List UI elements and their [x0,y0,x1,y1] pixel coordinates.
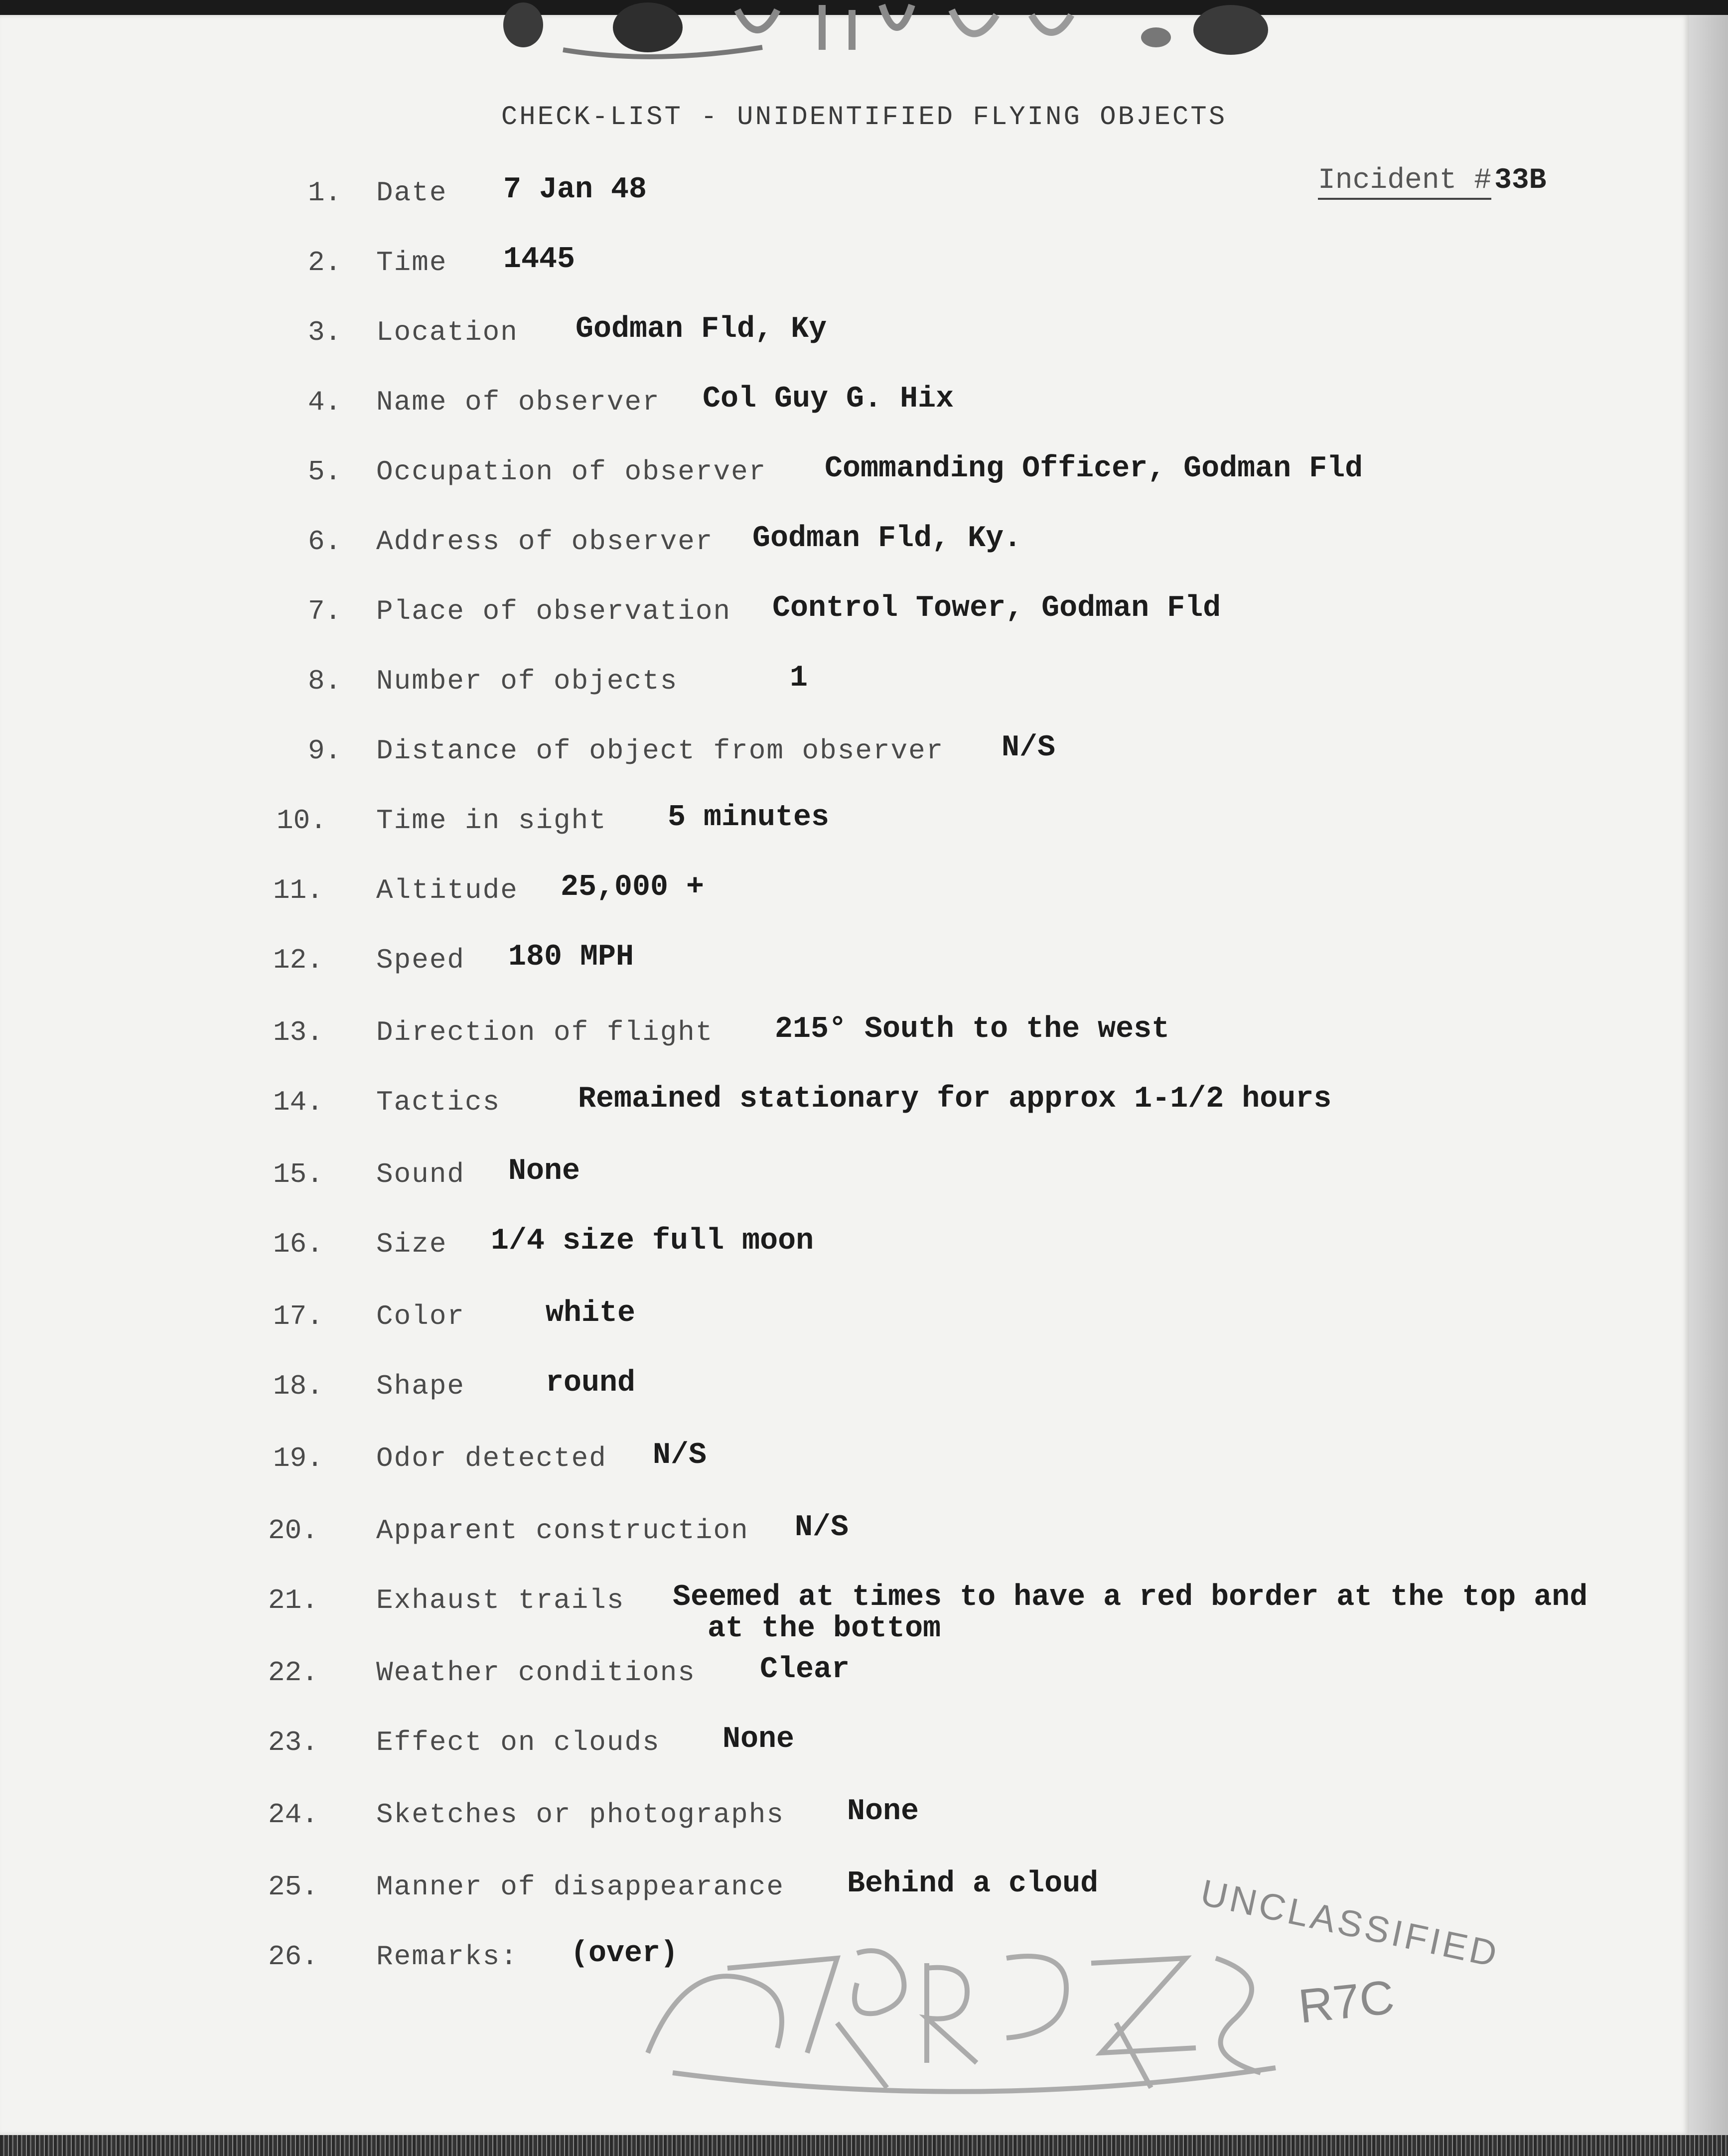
item-value: 1445 [503,243,576,277]
checklist-item-size [0,1224,1644,1268]
item-value: 180 MPH [508,940,634,974]
item-number: 21. [268,1584,318,1616]
item-value: white [546,1296,636,1330]
item-value: Col Guy G. Hix [703,382,954,416]
item-number: 1. [308,177,342,209]
checklist-item-object-count [0,661,1644,705]
item-value: 5 minutes [668,801,830,835]
item-number: 17. [273,1300,323,1332]
checklist-item-object-distance [0,731,1644,775]
item-label: Remarks: [376,1941,518,1973]
item-label: Sound [376,1158,465,1190]
item-value: Godman Fld, Ky. [752,522,1022,556]
bottom-scan-border [0,2135,1728,2156]
item-number: 12. [273,944,323,976]
item-number: 6. [308,526,342,558]
item-value: Remained stationary for approx 1-1/2 hours [578,1082,1332,1116]
item-value: Seemed at times to have a red border at the top and [673,1581,1588,1614]
page-right-edge [1689,15,1728,2135]
checklist-item-weather [0,1653,1644,1697]
checklist-item-speed [0,940,1644,984]
checklist-item-observer-name [0,382,1644,426]
item-label: Distance of object from observer [376,735,944,767]
item-value: Behind a cloud [847,1867,1099,1901]
document-title: CHECK-LIST - UNIDENTIFIED FLYING OBJECTS [501,102,1227,133]
item-value: 7 Jan 48 [503,173,647,207]
item-label: Manner of disappearance [376,1871,784,1903]
item-value: None [508,1154,580,1188]
item-value: N/S [653,1438,707,1472]
item-number: 26. [268,1941,318,1973]
item-value: Clear [760,1653,850,1687]
item-value: Control Tower, Godman Fld [772,591,1221,625]
item-label: Address of observer [376,526,714,558]
item-label: Exhaust trails [376,1584,625,1616]
unclassified-stamp: UNCLASSIFIED [1197,1871,1504,1976]
item-value: round [546,1366,636,1400]
item-value: Commanding Officer, Godman Fld [825,452,1363,486]
item-value: (over) [571,1937,679,1971]
item-value: Godman Fld, Ky [576,312,827,346]
torn-classification-stamp [503,0,1276,65]
item-label: Altitude [376,874,518,906]
item-label: Tactics [376,1086,501,1118]
item-number: 15. [273,1158,323,1190]
item-value: None [847,1795,919,1829]
item-value: 1/4 size full moon [491,1224,814,1258]
item-number: 9. [308,735,342,767]
checklist-item-odor [0,1438,1644,1482]
checklist-item-date [0,173,1644,217]
checklist-item-color [0,1296,1644,1340]
item-value: 1 [790,661,808,695]
checklist-item-shape [0,1366,1644,1410]
checklist-item-observation-place [0,591,1644,635]
item-number: 25. [268,1871,318,1903]
stamp-marking: R7C [1296,1970,1397,2033]
checklist-item-disappearance [0,1867,1644,1911]
item-label: Date [376,177,447,209]
checklist-item-exhaust-trails [0,1581,1644,1646]
incident-number: 33B [1494,164,1547,197]
checklist-item-observer-occupation [0,452,1644,496]
item-value: 215° South to the west [775,1012,1170,1046]
item-label: Sketches or photographs [376,1799,784,1831]
item-label: Apparent construction [376,1515,749,1547]
item-label: Odor detected [376,1442,607,1474]
item-label: Place of observation [376,595,731,627]
incident-label: Incident # [1318,164,1491,200]
checklist-item-cloud-effect [0,1723,1644,1766]
item-label: Location [376,316,518,348]
item-number: 7. [308,595,342,627]
checklist-item-flight-direction [0,1012,1644,1056]
item-number: 16. [273,1228,323,1260]
checklist-item-altitude [0,870,1644,914]
item-label: Time [376,247,447,279]
item-label: Number of objects [376,665,678,697]
item-number: 3. [308,316,342,348]
item-value: 25,000 + [561,870,705,904]
checklist-item-sound [0,1154,1644,1198]
checklist-item-time-in-sight [0,801,1644,845]
item-number: 20. [268,1515,318,1547]
item-number: 10. [277,805,327,837]
checklist-item-time [0,243,1644,287]
item-value-continued: at the bottom [708,1612,941,1646]
item-label: Direction of flight [376,1016,714,1048]
item-number: 22. [268,1657,318,1689]
item-number: 13. [273,1016,323,1048]
item-label: Weather conditions [376,1657,696,1689]
item-value: N/S [1002,731,1056,765]
item-number: 19. [273,1442,323,1474]
item-label: Occupation of observer [376,456,767,488]
checklist-item-tactics [0,1082,1644,1126]
item-number: 18. [273,1370,323,1402]
item-number: 23. [268,1726,318,1758]
item-number: 4. [308,386,342,418]
item-number: 8. [308,665,342,697]
checklist-item-location [0,312,1644,356]
item-number: 5. [308,456,342,488]
item-label: Shape [376,1370,465,1402]
checklist-item-observer-address [0,522,1644,566]
item-label: Name of observer [376,386,660,418]
declassification-scribble-stamp [628,1923,1475,2133]
item-label: Time in sight [376,805,607,837]
checklist-item-sketches [0,1795,1644,1839]
item-label: Size [376,1228,447,1260]
item-label: Color [376,1300,465,1332]
item-number: 24. [268,1799,318,1831]
checklist-item-construction [0,1511,1644,1555]
item-number: 2. [308,247,342,279]
item-number: 11. [273,874,323,906]
item-value: N/S [795,1511,849,1545]
item-label: Effect on clouds [376,1726,660,1758]
item-value: None [722,1723,795,1756]
item-label: Speed [376,944,465,976]
item-number: 14. [273,1086,323,1118]
